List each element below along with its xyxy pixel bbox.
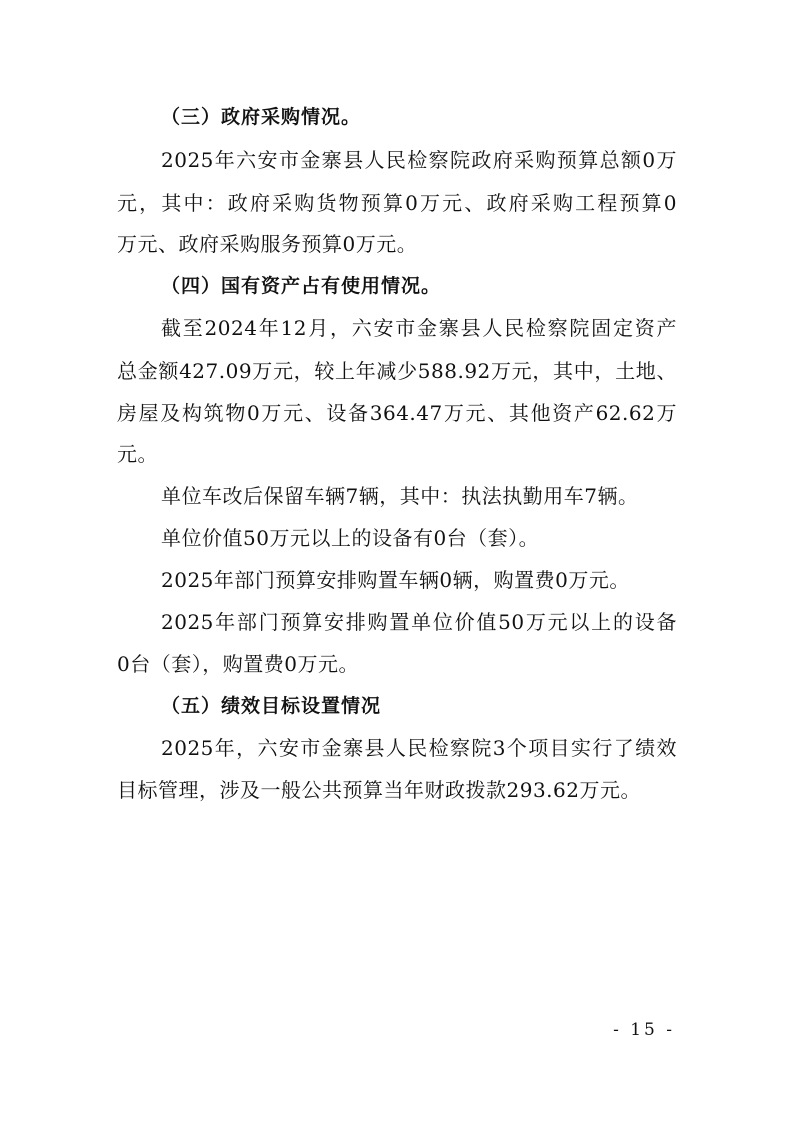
paragraph-line: 2025年部门预算安排购置单位价值50万元以上的设备 [161,610,677,634]
section-heading-procurement: （三）政府采购情况。 [161,106,362,128]
paragraph-line: 单位价值50万元以上的设备有0台（套）。 [161,526,540,550]
paragraph-line: 0台（套），购置费0万元。 [117,652,359,676]
paragraph-line: 目标管理，涉及一般公共预算当年财政拨款293.62万元。 [117,778,641,802]
paragraph-line: 2025年部门预算安排购置车辆0辆，购置费0万元。 [161,568,630,592]
paragraph-line: 单位车改后保留车辆7辆，其中：执法执勤用车7辆。 [161,484,639,508]
paragraph-line: 元，其中：政府采购货物预算0万元、政府采购工程预算0 [117,191,677,215]
page-number: - 15 - [613,1020,675,1040]
paragraph-line: 截至2024年12月，六安市金寨县人民检察院固定资产 [161,316,677,340]
section-heading-assets: （四）国有资产占有使用情况。 [161,275,442,297]
paragraph-line: 2025年六安市金寨县人民检察院政府采购预算总额0万 [161,148,677,172]
paragraph-line: 万元、政府采购服务预算0万元。 [117,232,418,256]
paragraph-line: 2025年，六安市金寨县人民检察院3个项目实行了绩效 [161,736,677,760]
section-heading-performance: （五）绩效目标设置情况 [161,695,382,717]
paragraph-line: 元。 [117,442,158,466]
paragraph-line: 总金额427.09万元，较上年减少588.92万元，其中，土地、 [117,359,677,383]
paragraph-line: 房屋及构筑物0万元、设备364.47万元、其他资产62.62万 [117,401,677,425]
